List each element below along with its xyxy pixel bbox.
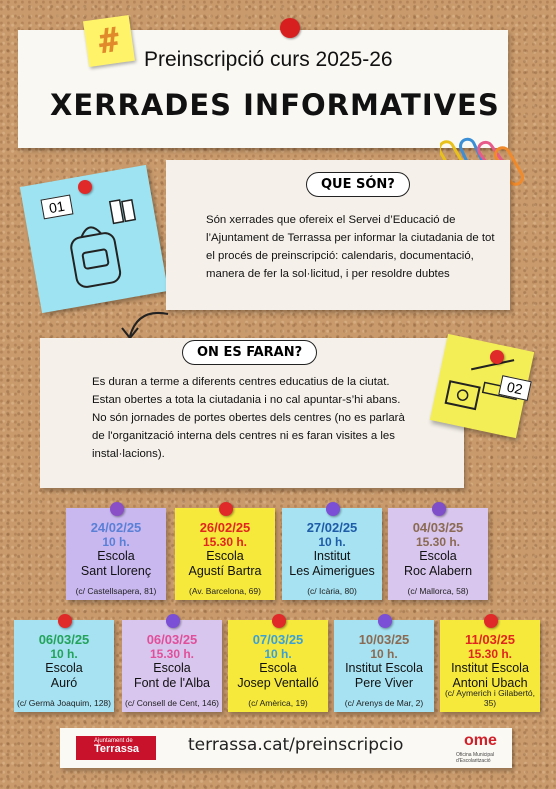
- red-pushpin-icon: [78, 180, 92, 194]
- session-school-type: Escola: [206, 549, 244, 563]
- session-note: [175, 508, 275, 600]
- logo-small-text: Ajuntament de: [94, 738, 133, 744]
- session-time: 10 h.: [370, 647, 398, 661]
- section2-text-line1: Es duran a terme a diferents centres educatius de la ciutat. Estan obertes a tota la ciutadania i no cal apuntar-s’hi abans.: [92, 376, 401, 406]
- pushpin-icon: [219, 502, 233, 516]
- session-school-name: Josep Ventalló: [237, 676, 319, 690]
- session-school-type: Institut Escola: [345, 661, 423, 675]
- section2-heading: ON ES FARAN?: [182, 340, 317, 365]
- session-note: [388, 508, 488, 600]
- session-school-name: Pere Viver: [354, 676, 414, 690]
- session-note: [122, 620, 222, 712]
- section1-text: Són xerrades que ofereix el Servei d’Educació de l’Ajuntament de Terrassa per informar la ciutadania de tot el procés de preinscripció: calendaris, documentació, manera de fer la sol·licitud, i per resoldre dubtes: [206, 214, 495, 280]
- section-number-02: 02: [498, 375, 531, 401]
- page-title: XERRADES INFORMATIVES: [50, 88, 500, 122]
- session-school-type: Institut Escola: [451, 661, 529, 675]
- blue-sticky-note: [20, 165, 168, 313]
- session-address: (c/ Aymerich i Gilabertó, 35): [444, 688, 536, 708]
- session-time: 15.30 h.: [149, 647, 195, 661]
- session-time: 10 h.: [50, 647, 78, 661]
- session-date: 26/02/25: [199, 520, 251, 535]
- session-school-type: Escola: [45, 661, 83, 675]
- ajuntament-terrassa-logo: [76, 736, 156, 760]
- session-time: 15.30 h.: [202, 535, 248, 549]
- session-date: 06/03/25: [38, 632, 90, 647]
- session-address: (c/ Consell de Cent, 146): [124, 698, 220, 708]
- session-address: (c/ Arenys de Mar, 2): [344, 698, 424, 708]
- session-date: 10/03/25: [358, 632, 410, 647]
- session-time: 10 h.: [264, 647, 292, 661]
- hash-sticky-note: #: [83, 15, 135, 67]
- pushpin-icon: [432, 502, 446, 516]
- session-school-type: Escola: [419, 549, 457, 563]
- red-pushpin-icon: [490, 350, 504, 364]
- session-school-name: Font de l'Alba: [133, 676, 211, 690]
- section1-heading: QUE SÓN?: [306, 172, 410, 197]
- session-school-name: Roc Alabern: [403, 564, 473, 578]
- session-time: 10 h.: [102, 535, 130, 549]
- page-subtitle: Preinscripció curs 2025-26: [144, 48, 393, 71]
- session-address: (c/ Castellsapera, 81): [75, 586, 157, 596]
- footer-paper: [60, 728, 512, 768]
- session-note: [334, 620, 434, 712]
- session-note: [282, 508, 382, 600]
- session-date: 06/03/25: [146, 632, 198, 647]
- session-school-type: Escola: [153, 661, 191, 675]
- session-note: [440, 620, 540, 712]
- session-note: [14, 620, 114, 712]
- logo-big-text: Terrassa: [94, 743, 140, 755]
- section-number-01: 01: [40, 195, 73, 220]
- session-time: 10 h.: [318, 535, 346, 549]
- session-date: 07/03/25: [252, 632, 304, 647]
- session-school-name: Agustí Bartra: [188, 564, 262, 578]
- website-url[interactable]: terrassa.cat/preinscripcio: [188, 735, 404, 755]
- school-supplies-icon: [20, 165, 168, 313]
- section2-text: [92, 373, 412, 463]
- session-school-name: Antoni Ubach: [452, 676, 528, 690]
- pushpin-icon: [378, 614, 392, 628]
- pushpin-icon: [272, 614, 286, 628]
- session-address: (c/ Icària, 80): [307, 586, 357, 596]
- pushpin-icon: [110, 502, 124, 516]
- session-school-name: Sant Llorenç: [80, 564, 152, 578]
- red-pushpin-icon: [280, 18, 300, 38]
- ome-logo: ome: [464, 732, 497, 749]
- session-school-type: Institut: [313, 549, 351, 563]
- session-address: (c/ Amèrica, 19): [248, 698, 308, 708]
- session-note: [66, 508, 166, 600]
- pushpin-icon: [166, 614, 180, 628]
- session-school-type: Escola: [259, 661, 297, 675]
- session-date: 24/02/25: [90, 520, 142, 535]
- session-address: (c/ Mallorca, 58): [407, 586, 469, 596]
- session-date: 11/03/25: [465, 632, 515, 647]
- session-address: (Av. Barcelona, 69): [189, 586, 261, 596]
- session-school-name: Auró: [50, 676, 78, 690]
- pushpin-icon: [58, 614, 72, 628]
- session-time: 15.30 h.: [415, 535, 461, 549]
- session-address: (c/ Germà Joaquim, 128): [16, 698, 111, 708]
- session-note: [228, 620, 328, 712]
- ome-subtitle: Oficina Municipal d'Escolarització: [456, 752, 495, 764]
- session-time: 15.30 h.: [467, 647, 513, 661]
- session-date: 04/03/25: [412, 520, 464, 535]
- pushpin-icon: [484, 614, 498, 628]
- session-school-name: Les Aimerigues: [289, 564, 375, 578]
- section2-text-line2: No són jornades de portes obertes dels centres (no es parlarà de l'organització interna dels centres ni es faran visites a les instal·lacions).: [92, 412, 405, 460]
- session-school-type: Escola: [97, 549, 135, 563]
- session-date: 27/02/25: [306, 520, 358, 535]
- pushpin-icon: [326, 502, 340, 516]
